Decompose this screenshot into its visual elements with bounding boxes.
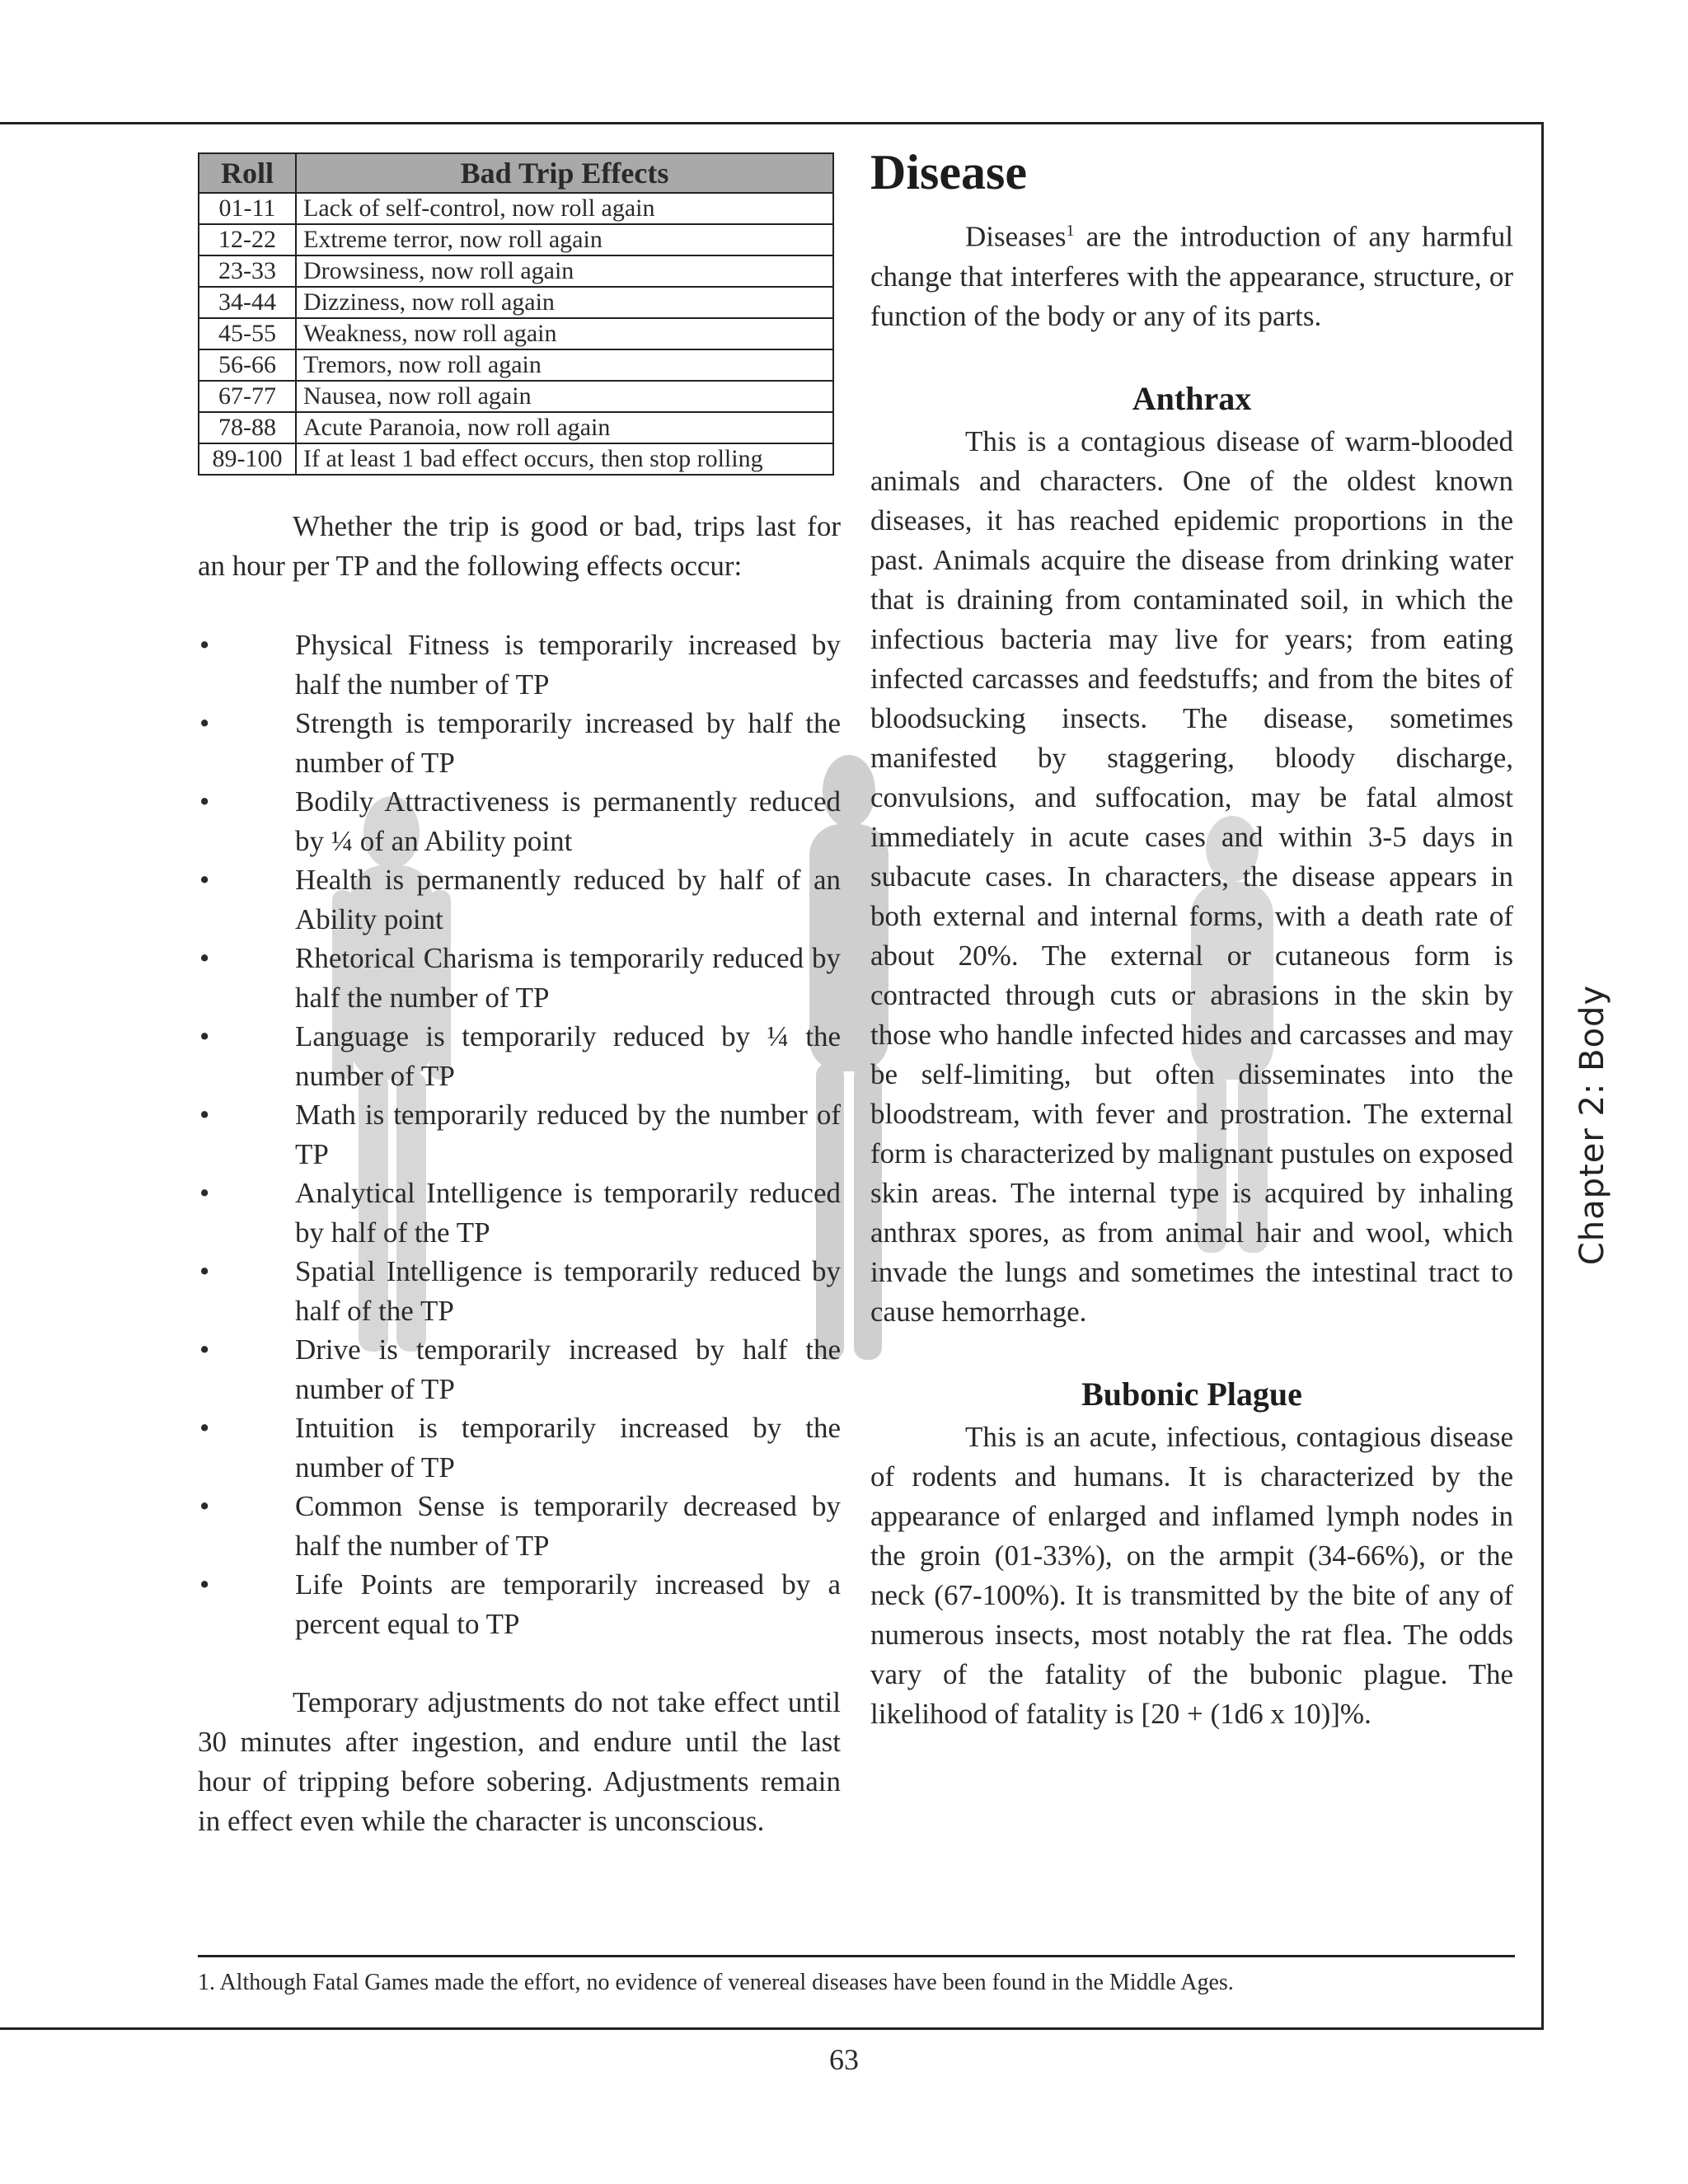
table-cell-effect: Extreme terror, now roll again xyxy=(296,224,833,255)
bad-trip-table xyxy=(198,152,834,476)
bullet-icon: • xyxy=(199,707,210,739)
disease-intro-word: Diseases xyxy=(965,220,1067,253)
bubonic-plague-paragraph: This is an acute, infectious, contagious disease of rodents and humans. It is characterized by the appearance of enlarged and inflamed lymph nodes in the groin (01-33%), on the armpit (34-66%), or the neck (67-100%). It is transmitted by the bite of any of numerous insects, most notably the rat flea. The odds vary of the fatality of the bubonic plague. The likelihood of fatality is [20 + (1d6 x 10)]%. xyxy=(870,1420,1513,1730)
bullet-icon: • xyxy=(199,1099,210,1131)
chapter-tab xyxy=(1551,948,1634,1302)
table-cell-effect: Lack of self-control, now roll again xyxy=(296,193,833,224)
anthrax-paragraph: This is a contagious disease of warm-blooded animals and characters. One of the oldest known diseases, it has reached epidemic proportions in the past. Animals acquire the disease from drinking water that is draining from contaminated soil, in which the infectious bacteria may live for years; from eating infected carcasses and feedstuffs; and from the bites of bloodsucking insects. The disease, sometimes manifested by staggering, bloody discharge, convulsions, and suffocation, may be fatal almost immediately in acute cases and within 3-5 days in subacute cases. In characters, the disease appears in both external and internal forms, with a death rate of about 20%. The external or cutaneous form is contracted through cuts or abrasions in the skin by those who handle infected hides and carcasses and may be self-limiting, but often disseminates into the bloodstream, with fever and prostration. The external form is characterized by malignant pustules on exposed skin areas. The internal type is acquired by inhaling anthrax spores, as from animal hair and wool, which invade the lungs and sometimes the intestinal tract to cause hemorrhage. xyxy=(870,424,1513,1328)
list-item-text: Intuition is temporarily increased by the number of TP xyxy=(295,1412,841,1483)
table-cell-roll: 67-77 xyxy=(199,381,296,412)
table-row xyxy=(199,193,833,224)
list-item xyxy=(198,1565,841,1643)
page-number: 63 xyxy=(829,2043,859,2076)
bullet-icon: • xyxy=(199,942,210,974)
list-item-text: Life Points are temporarily increased by a percent equal to TP xyxy=(295,1568,841,1640)
list-item-text: Spatial Intelligence is temporarily reduced by half of the TP xyxy=(295,1255,841,1327)
list-item-text: Analytical Intelligence is temporarily reduced by half of the TP xyxy=(295,1177,841,1249)
list-item xyxy=(198,1330,841,1408)
list-item-text: Physical Fitness is temporarily increased by half the number of TP xyxy=(295,629,841,701)
table-row xyxy=(199,349,833,381)
list-item xyxy=(198,1174,841,1252)
frame-right-rule xyxy=(1541,122,1544,2030)
bullet-icon: • xyxy=(199,1020,210,1052)
bullet-icon: • xyxy=(199,785,210,818)
list-item-text: Bodily Attractiveness is permanently reduced by ¼ of an Ability point xyxy=(295,785,841,857)
bullet-icon: • xyxy=(199,1333,210,1366)
trip-effects-list xyxy=(198,626,841,1643)
list-item-text: Rhetorical Charisma is temporarily reduced by half the number of TP xyxy=(295,942,841,1014)
table-cell-effect: Acute Paranoia, now roll again xyxy=(296,412,833,443)
trip-intro-paragraph: Whether the trip is good or bad, trips last for an hour per TP and the following effects occur: xyxy=(198,510,841,582)
table-cell-effect: Dizziness, now roll again xyxy=(296,287,833,318)
table-cell-roll: 12-22 xyxy=(199,224,296,255)
table-cell-roll: 34-44 xyxy=(199,287,296,318)
frame-top-rule xyxy=(0,122,1544,124)
table-cell-effect: If at least 1 bad effect occurs, then stop rolling xyxy=(296,443,833,475)
footnote: 1. Although Fatal Games made the effort, no evidence of venereal diseases have been found in the Middle Ages. xyxy=(198,1970,1234,1995)
bullet-icon: • xyxy=(199,864,210,896)
table-row xyxy=(199,381,833,412)
list-item xyxy=(198,1408,841,1487)
section-title-disease: Disease xyxy=(870,145,1027,199)
list-item xyxy=(198,626,841,704)
list-item xyxy=(198,939,841,1017)
list-item xyxy=(198,782,841,860)
list-item xyxy=(198,704,841,782)
table-header-row xyxy=(199,153,833,193)
table-cell-effect: Weakness, now roll again xyxy=(296,318,833,349)
list-item-text: Strength is temporarily increased by half the number of TP xyxy=(295,707,841,779)
table-row xyxy=(199,318,833,349)
table-cell-effect: Drowsiness, now roll again xyxy=(296,255,833,287)
chapter-tab-label: Chapter 2: Body xyxy=(1573,984,1611,1266)
bullet-icon: • xyxy=(199,1412,210,1444)
table-cell-effect: Nausea, now roll again xyxy=(296,381,833,412)
table-header-effects: Bad Trip Effects xyxy=(296,153,833,193)
list-item-text: Math is temporarily reduced by the number of TP xyxy=(295,1099,841,1170)
table-cell-roll: 01-11 xyxy=(199,193,296,224)
left-column xyxy=(198,152,841,1841)
list-item xyxy=(198,1487,841,1565)
frame-bottom-rule xyxy=(0,2027,1544,2030)
list-item xyxy=(198,1095,841,1174)
right-column xyxy=(870,140,1513,1734)
subsection-title-anthrax: Anthrax xyxy=(1132,379,1252,417)
temporary-adjustments-paragraph: Temporary adjustments do not take effect until 30 minutes after ingestion, and endure until the last hour of tripping before sobering. Adjustments remain in effect even while the character is unconscious. xyxy=(198,1686,841,1837)
list-item xyxy=(198,860,841,939)
table-row xyxy=(199,255,833,287)
table-row xyxy=(199,412,833,443)
table-cell-roll: 89-100 xyxy=(199,443,296,475)
table-cell-effect: Tremors, now roll again xyxy=(296,349,833,381)
list-item-text: Health is permanently reduced by half of an Ability point xyxy=(295,864,841,935)
footnote-rule xyxy=(198,1955,1515,1957)
table-cell-roll: 23-33 xyxy=(199,255,296,287)
table-row xyxy=(199,443,833,475)
bullet-icon: • xyxy=(199,1177,210,1209)
bullet-icon: • xyxy=(199,1490,210,1522)
list-item xyxy=(198,1252,841,1330)
disease-intro-text: are the introduction of any harmful change that interferes with the appearance, structure, or function of the body or any of its parts. xyxy=(870,220,1513,332)
bullet-icon: • xyxy=(199,1568,210,1601)
subsection-title-bubonic-plague: Bubonic Plague xyxy=(1081,1375,1302,1413)
bullet-icon: • xyxy=(199,1255,210,1287)
list-item-text: Language is temporarily reduced by ¼ the number of TP xyxy=(295,1020,841,1092)
table-row xyxy=(199,287,833,318)
table-header-roll: Roll xyxy=(199,153,296,193)
list-item-text: Common Sense is temporarily decreased by half the number of TP xyxy=(295,1490,841,1562)
table-cell-roll: 45-55 xyxy=(199,318,296,349)
list-item-text: Drive is temporarily increased by half the number of TP xyxy=(295,1333,841,1405)
list-item xyxy=(198,1017,841,1095)
footnote-marker: 1 xyxy=(1066,222,1075,240)
table-cell-roll: 56-66 xyxy=(199,349,296,381)
bullet-icon: • xyxy=(199,629,210,661)
disease-intro-paragraph xyxy=(870,211,1513,336)
table-row xyxy=(199,224,833,255)
table-cell-roll: 78-88 xyxy=(199,412,296,443)
